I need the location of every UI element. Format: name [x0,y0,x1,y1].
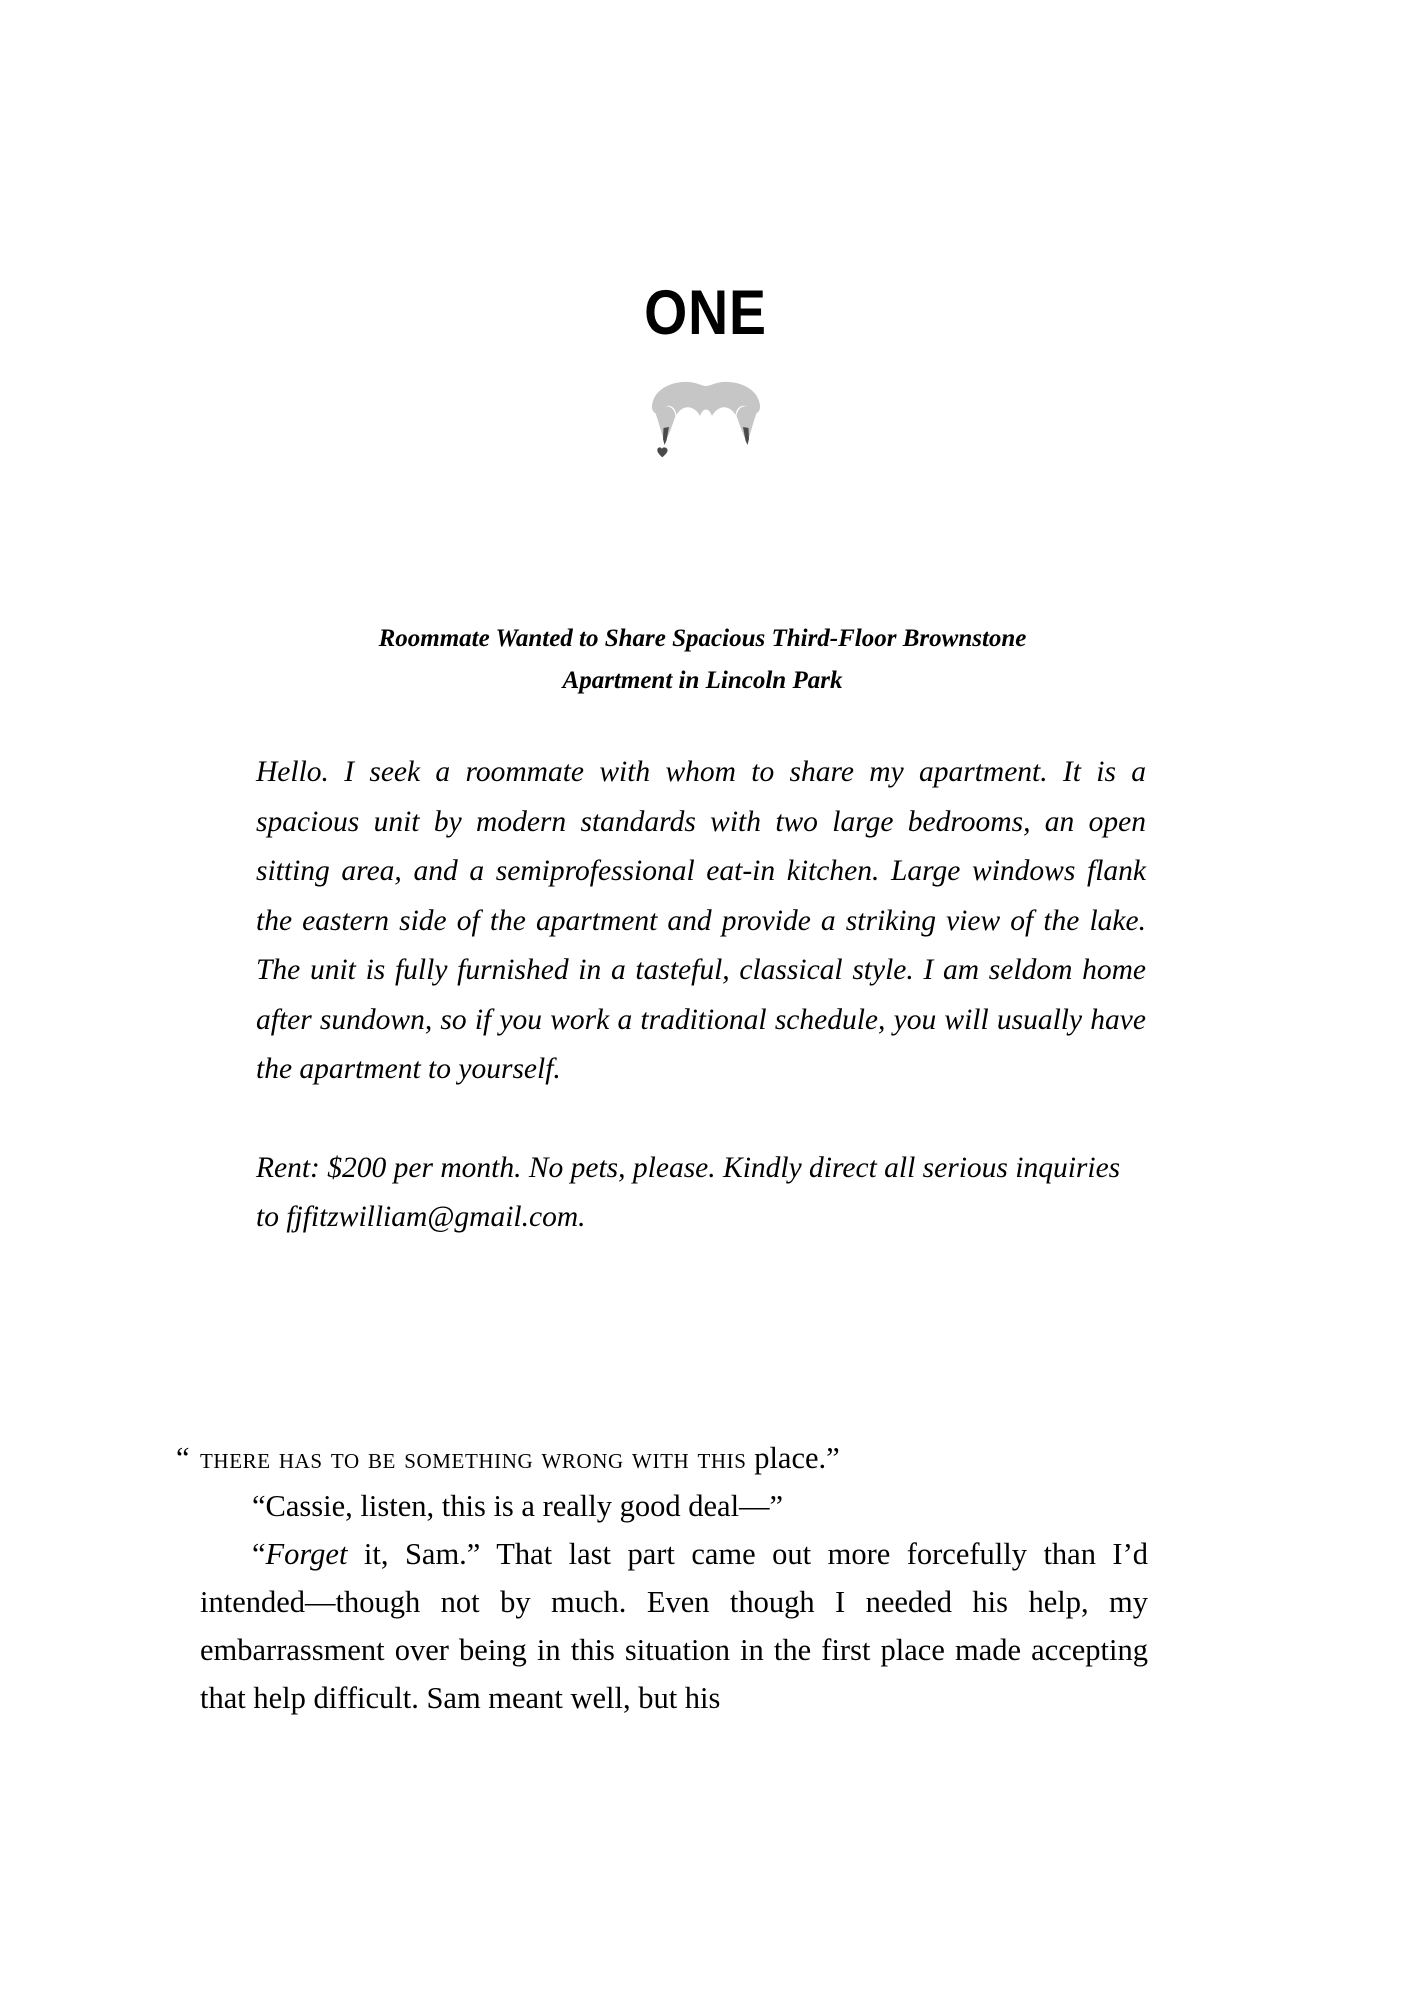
dialogue-quote-open: “ [252,1537,266,1571]
dialogue-remainder-text: it, Sam.” That last part came out more forcefully than I’d intended—though not by much. Even though I needed his help, my embarrassment over being in this situation in the first place made accepting that help difficult. Sam meant well, but his [200,1537,1148,1715]
advertisement-paragraph-1: Hello. I seek a roommate with whom to share my apartment. It is a spacious unit by modern standards with two large bedrooms, an open sitting area, and a semiprofessional eat-in kitchen. Large windows flank the eastern side of the apartment and provide a striking view of the lake. The unit is fully furnished in a tasteful, classical style. I am seldom home after sundown, so if you work a traditional schedule, you will usually have the apartment to yourself. [256,756,1146,1085]
advertisement-body [256,748,1146,1243]
narrative-opening-paragraph [176,1434,1148,1482]
narrative-body [176,1434,1148,1722]
advertisement-paragraph-2: Rent: $200 per month. No pets, please. Kindly direct all serious inquiries to fjfitzwilliam@gmail.com. [256,1151,1121,1233]
opening-quote-mark: “ [176,1441,190,1475]
advertisement-heading-line-1: Roommate Wanted to Share Spacious Third-Floor Brownstone [378,625,1027,652]
dialogue-emphasis-word: Forget [265,1537,348,1571]
narrative-dialogue-cassie [200,1530,1148,1722]
opening-smallcaps-text: there has to be something wrong with this [200,1441,747,1475]
opening-tail-text: place.” [746,1441,840,1475]
vampire-fangs-icon [643,378,769,460]
advertisement-heading-line-2: Apartment in Lincoln Park [562,667,843,694]
chapter-number: ONE [644,278,767,348]
advertisement-heading [255,618,1150,702]
narrative-dialogue-sam: “Cassie, listen, this is a really good deal—” [252,1489,784,1523]
vampire-fangs-ornament [0,378,1411,460]
